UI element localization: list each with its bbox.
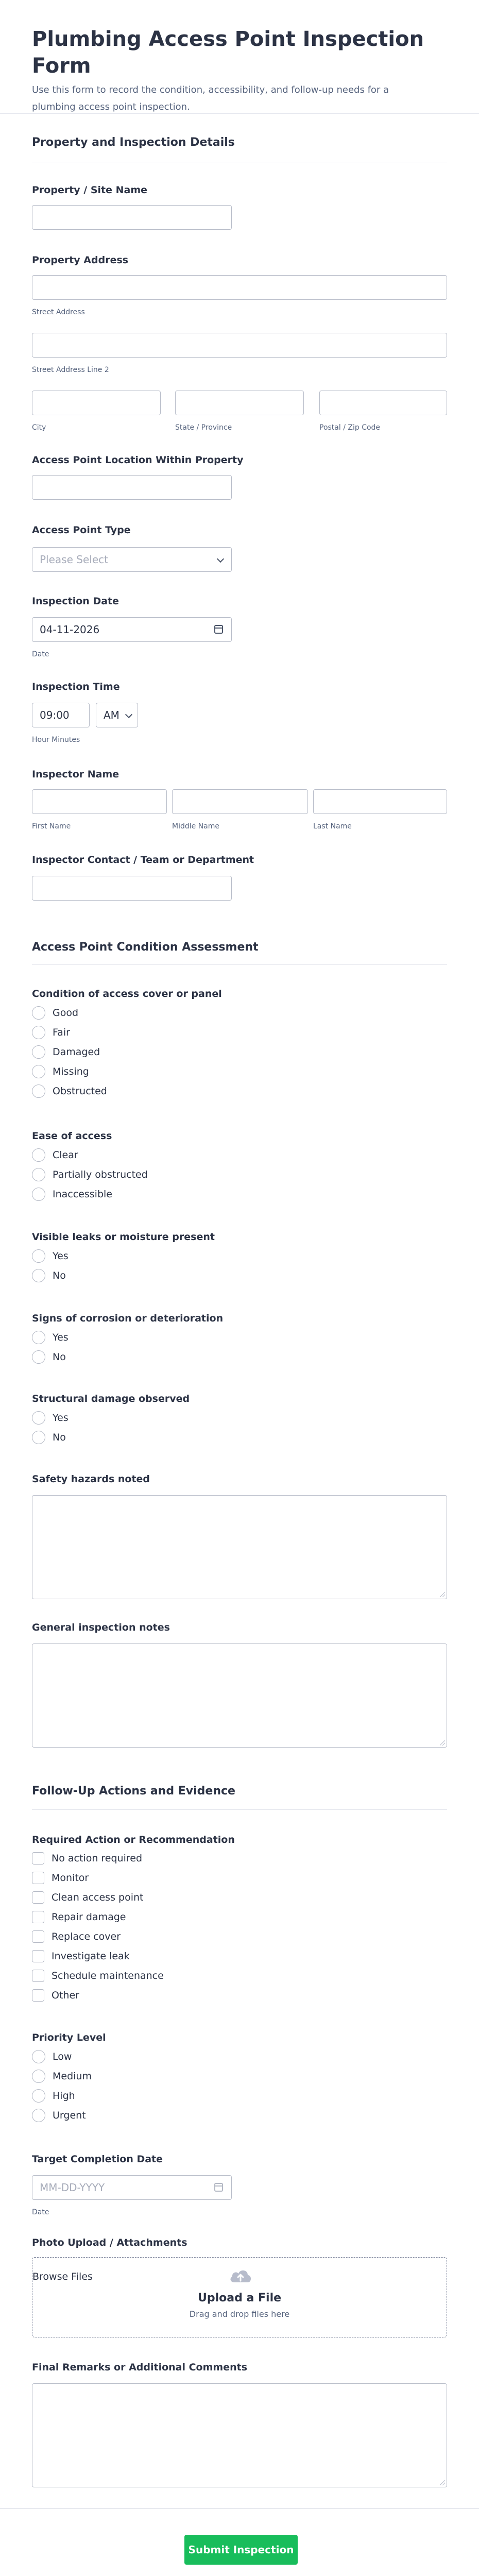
street-address-input[interactable] bbox=[32, 275, 447, 300]
leaks-option-no[interactable] bbox=[32, 1269, 66, 1282]
leaks-option-yes[interactable] bbox=[32, 1249, 69, 1263]
city-input[interactable] bbox=[32, 391, 161, 415]
inspection-time-sublabel: Hour Minutes bbox=[32, 736, 80, 744]
radio-button[interactable] bbox=[32, 2070, 45, 2083]
option-label: Yes bbox=[53, 1332, 69, 1343]
condition-label: Condition of access cover or panel bbox=[32, 988, 222, 999]
upload-title: Upload a File bbox=[197, 2292, 282, 2304]
action-option[interactable] bbox=[32, 1930, 121, 1943]
option-label: Investigate leak bbox=[52, 1951, 130, 1962]
condition-option[interactable] bbox=[32, 1006, 78, 1020]
access-type-select[interactable] bbox=[32, 547, 232, 572]
action-option[interactable] bbox=[32, 1950, 130, 1962]
form-subtitle: Use this form to record the condition, accessibility, and follow-up needs for a plumbing access point inspection. bbox=[32, 84, 389, 112]
footer-divider bbox=[0, 2508, 479, 2509]
remarks-textarea[interactable] bbox=[32, 2383, 447, 2487]
resize-handle-icon[interactable] bbox=[440, 1740, 445, 1745]
first-name-sublabel: First Name bbox=[32, 822, 71, 831]
radio-button[interactable] bbox=[32, 1269, 45, 1282]
street-address2-input[interactable] bbox=[32, 333, 447, 358]
condition-option[interactable] bbox=[32, 1084, 107, 1098]
option-label: Missing bbox=[53, 1066, 89, 1077]
radio-button[interactable] bbox=[32, 2109, 45, 2122]
hazards-textarea[interactable] bbox=[32, 1495, 447, 1599]
city-sublabel: City bbox=[32, 423, 46, 432]
zip-sublabel: Postal / Zip Code bbox=[319, 423, 381, 432]
action-option[interactable] bbox=[32, 1911, 126, 1923]
remarks-label: Final Remarks or Additional Comments bbox=[32, 2362, 248, 2373]
option-label: Schedule maintenance bbox=[52, 1970, 164, 1981]
middle-name-input[interactable] bbox=[172, 789, 308, 814]
radio-button[interactable] bbox=[32, 1331, 45, 1344]
property-address-label: Property Address bbox=[32, 255, 129, 266]
priority-option[interactable] bbox=[32, 2109, 86, 2122]
radio-button[interactable] bbox=[32, 1084, 45, 1098]
option-label: Clean access point bbox=[52, 1892, 144, 1903]
ease-option[interactable] bbox=[32, 1188, 112, 1201]
last-name-sublabel: Last Name bbox=[313, 822, 352, 831]
target-date-placeholder: MM-DD-YYYY bbox=[40, 2181, 105, 2194]
inspection-time-input[interactable] bbox=[32, 703, 90, 727]
option-label: Good bbox=[53, 1007, 79, 1019]
option-label: Low bbox=[53, 2051, 72, 2062]
checkbox[interactable] bbox=[32, 1852, 44, 1865]
first-name-input[interactable] bbox=[32, 789, 167, 814]
section-divider bbox=[32, 964, 447, 965]
inspection-time-value: 09:00 bbox=[40, 709, 70, 721]
radio-button[interactable] bbox=[32, 2089, 45, 2103]
radio-button[interactable] bbox=[32, 1350, 45, 1364]
state-input[interactable] bbox=[175, 391, 304, 415]
section-title-condition: Access Point Condition Assessment bbox=[32, 941, 259, 954]
action-option[interactable] bbox=[32, 1970, 164, 1982]
condition-option[interactable] bbox=[32, 1026, 70, 1039]
street-address-sublabel: Street Address bbox=[32, 308, 85, 316]
option-label: Yes bbox=[53, 1250, 69, 1262]
form-title: Plumbing Access Point Inspection Form bbox=[32, 27, 424, 78]
checkbox[interactable] bbox=[32, 1970, 44, 1982]
radio-button[interactable] bbox=[32, 1006, 45, 1020]
priority-option[interactable] bbox=[32, 2070, 92, 2083]
radio-button[interactable] bbox=[32, 2050, 45, 2063]
target-date-label: Target Completion Date bbox=[32, 2154, 163, 2165]
option-label: High bbox=[53, 2090, 75, 2102]
condition-option[interactable] bbox=[32, 1045, 100, 1059]
hazards-label: Safety hazards noted bbox=[32, 1473, 150, 1485]
option-label: Fair bbox=[53, 1027, 70, 1038]
structural-option-no[interactable] bbox=[32, 1431, 66, 1444]
file-upload-dropzone[interactable] bbox=[32, 2257, 447, 2337]
leaks-label: Visible leaks or moisture present bbox=[32, 1231, 215, 1243]
radio-button[interactable] bbox=[32, 1249, 45, 1263]
priority-option[interactable] bbox=[32, 2050, 72, 2063]
ease-label: Ease of access bbox=[32, 1130, 112, 1142]
action-option[interactable] bbox=[32, 1989, 79, 2002]
target-date-input[interactable] bbox=[32, 2175, 232, 2200]
checkbox[interactable] bbox=[32, 1872, 44, 1884]
upload-subtitle: Drag and drop files here bbox=[189, 2309, 290, 2319]
radio-button[interactable] bbox=[32, 1188, 45, 1201]
checkbox[interactable] bbox=[32, 1930, 44, 1943]
structural-option-yes[interactable] bbox=[32, 1411, 69, 1425]
radio-button[interactable] bbox=[32, 1065, 45, 1078]
option-label: No bbox=[53, 1351, 66, 1363]
corrosion-label: Signs of corrosion or deterioration bbox=[32, 1313, 224, 1324]
property-name-input[interactable] bbox=[32, 205, 232, 230]
condition-option[interactable] bbox=[32, 1065, 89, 1078]
radio-button[interactable] bbox=[32, 1431, 45, 1444]
inspector-contact-input[interactable] bbox=[32, 876, 232, 901]
section-title-property: Property and Inspection Details bbox=[32, 136, 235, 149]
notes-label: General inspection notes bbox=[32, 1622, 170, 1633]
resize-handle-icon[interactable] bbox=[440, 1592, 445, 1597]
structural-label: Structural damage observed bbox=[32, 1393, 190, 1404]
inspector-name-label: Inspector Name bbox=[32, 769, 119, 780]
corrosion-option-yes[interactable] bbox=[32, 1331, 69, 1344]
cloud-upload-icon bbox=[228, 2267, 253, 2284]
inspection-date-label: Inspection Date bbox=[32, 596, 119, 607]
checkbox[interactable] bbox=[32, 1950, 44, 1962]
radio-button[interactable] bbox=[32, 1148, 45, 1162]
inspector-contact-label: Inspector Contact / Team or Department bbox=[32, 854, 254, 866]
chevron-down-icon bbox=[125, 711, 132, 718]
property-name-label: Property / Site Name bbox=[32, 184, 148, 196]
resize-handle-icon[interactable] bbox=[440, 2480, 445, 2485]
option-label: Partially obstructed bbox=[53, 1169, 148, 1180]
inspection-time-label: Inspection Time bbox=[32, 681, 120, 692]
option-label: No bbox=[53, 1270, 66, 1281]
inspection-date-value: 04-11-2026 bbox=[40, 623, 100, 636]
corrosion-option-no[interactable] bbox=[32, 1350, 66, 1364]
option-label: Urgent bbox=[53, 2110, 86, 2121]
option-label: Clear bbox=[53, 1149, 78, 1161]
access-type-placeholder: Please Select bbox=[40, 553, 108, 566]
ease-option[interactable] bbox=[32, 1168, 148, 1181]
option-label: No action required bbox=[52, 1853, 143, 1864]
action-label: Required Action or Recommendation bbox=[32, 1834, 235, 1845]
option-label: Monitor bbox=[52, 1872, 89, 1884]
checkbox[interactable] bbox=[32, 1989, 44, 2002]
option-label: Repair damage bbox=[52, 1911, 126, 1923]
checkbox[interactable] bbox=[32, 1891, 44, 1904]
priority-label: Priority Level bbox=[32, 2032, 106, 2043]
inspection-date-sublabel: Date bbox=[32, 650, 49, 658]
access-location-label: Access Point Location Within Property bbox=[32, 454, 244, 466]
option-label: No bbox=[53, 1432, 66, 1443]
chevron-down-icon bbox=[217, 555, 224, 563]
section-title-follow-up: Follow-Up Actions and Evidence bbox=[32, 1785, 235, 1798]
option-label: Other bbox=[52, 1990, 79, 2001]
target-date-sublabel: Date bbox=[32, 2208, 49, 2216]
option-label: Replace cover bbox=[52, 1931, 121, 1942]
option-label: Damaged bbox=[53, 1046, 100, 1058]
option-label: Inaccessible bbox=[53, 1189, 112, 1200]
action-option[interactable] bbox=[32, 1872, 89, 1884]
form-header bbox=[32, 26, 447, 115]
street-address2-sublabel: Street Address Line 2 bbox=[32, 366, 109, 374]
option-label: Medium bbox=[53, 2071, 92, 2082]
upload-label: Photo Upload / Attachments bbox=[32, 2237, 187, 2248]
last-name-input[interactable] bbox=[313, 789, 447, 814]
inspection-date-input[interactable] bbox=[32, 617, 232, 642]
ampm-value: AM bbox=[104, 709, 119, 721]
section-divider bbox=[32, 1809, 447, 1810]
zip-input[interactable] bbox=[319, 391, 447, 415]
radio-button[interactable] bbox=[32, 1411, 45, 1425]
calendar-icon[interactable] bbox=[214, 2183, 223, 2192]
access-location-input[interactable] bbox=[32, 475, 232, 500]
option-label: Obstructed bbox=[53, 1086, 107, 1097]
radio-button[interactable] bbox=[32, 1045, 45, 1059]
action-option[interactable] bbox=[32, 1891, 143, 1904]
header-divider bbox=[0, 113, 479, 114]
calendar-icon[interactable] bbox=[214, 625, 223, 634]
priority-option[interactable] bbox=[32, 2089, 75, 2103]
submit-button[interactable]: Submit Inspection bbox=[184, 2535, 298, 2565]
option-label: Yes bbox=[53, 1412, 69, 1423]
browse-files-button[interactable]: Browse Files bbox=[32, 2271, 93, 2282]
middle-name-sublabel: Middle Name bbox=[172, 822, 219, 831]
radio-button[interactable] bbox=[32, 1026, 45, 1039]
access-type-label: Access Point Type bbox=[32, 524, 131, 536]
notes-textarea[interactable] bbox=[32, 1643, 447, 1748]
radio-button[interactable] bbox=[32, 1168, 45, 1181]
action-option[interactable] bbox=[32, 1852, 142, 1865]
checkbox[interactable] bbox=[32, 1911, 44, 1923]
state-sublabel: State / Province bbox=[175, 423, 232, 432]
ease-option[interactable] bbox=[32, 1148, 78, 1162]
ampm-select[interactable] bbox=[96, 703, 138, 727]
